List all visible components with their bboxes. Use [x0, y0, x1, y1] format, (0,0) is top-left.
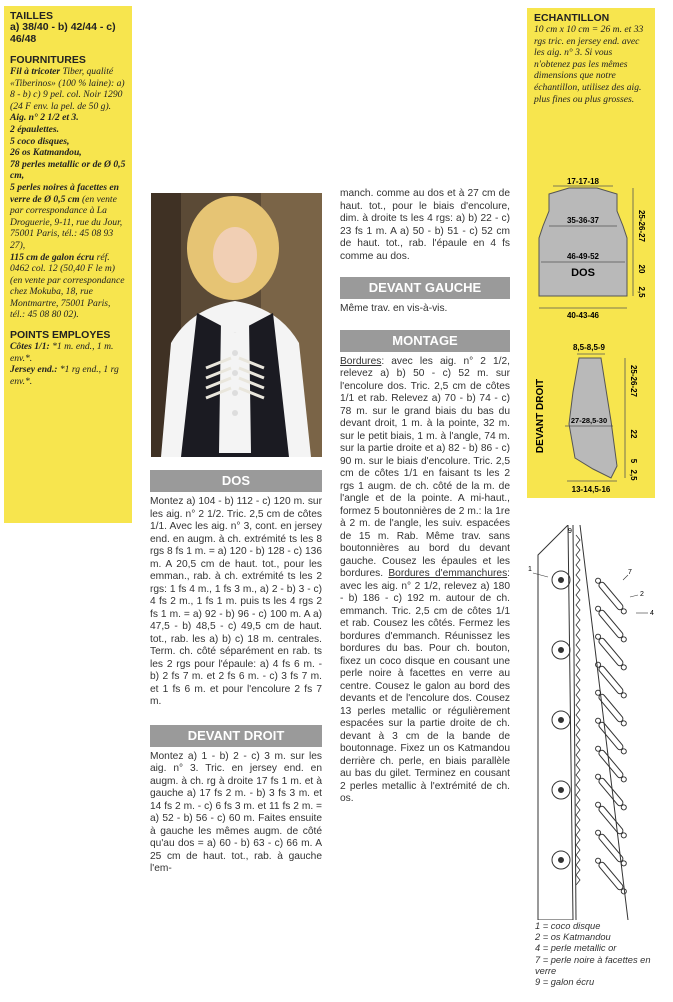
detail-num-9: 9 — [568, 528, 572, 535]
ribbing-text: *1 m. end., 1 m. env.*. — [10, 341, 114, 364]
back-low-label: 46-49-52 — [566, 252, 600, 261]
supplies-shoulderpads: 2 épaulettes. — [10, 123, 60, 135]
front-right4-label: 2,5 — [629, 469, 638, 481]
supplies-panel — [4, 6, 132, 523]
supplies-os: 26 os Katmandou, — [10, 147, 82, 159]
back-right3-label: 2,5 — [637, 286, 646, 298]
legend-item-4: 4 = perle metallic or — [535, 943, 617, 954]
supplies-needles: Aig. n° 2 1/2 et 3. — [10, 112, 79, 124]
black-beads-label: 5 perles noires à facettes en verre de Ø 0,5 cm — [10, 181, 119, 205]
legend-item-1: 1 = coco disque — [535, 921, 601, 931]
back-mid-label: 35-36-37 — [566, 216, 600, 225]
stitch-ribbing — [10, 341, 126, 364]
front-schematic — [535, 343, 638, 494]
back-heading: DOS — [150, 470, 322, 492]
assembly-instructions — [340, 356, 510, 806]
gauge-text: 10 cm x 10 cm = 26 m. et 33 rgs tric. en jersey end. avec les aig. n° 3. Si vous n'obtenez pas les mêmes dimensions que notre échantillon, utilisez des aig. plus fines ou plus grosses. — [534, 24, 644, 105]
back-bottom-label: 40-43-46 — [566, 311, 600, 320]
right-front-heading: DEVANT DROIT — [150, 725, 322, 747]
back-right2-label: 20 — [637, 264, 646, 274]
column-left-text — [150, 470, 322, 876]
legend-item-9: 9 = galon écru — [535, 977, 595, 988]
right-front-instructions: Montez a) 1 - b) 2 - c) 3 m. sur les aig. n° 3. Tric. en jersey end. en augm. à ch. rg à droite 17 fs 1 m. et à gauche a) 17 fs 2 m. - b) 3 fs 3 m. et 14 fs 2 m. - c) 6 fs 3 m. et 11 fs 2 m. = a) 52 - b) 56 - c) 60 m. Faites ensuite à gauche les mêmes augm. de côté qu'au dos = a) 60 - b) 63 - c) 66 m. A 25 cm de haut. tot., rab. à gauche l'em- — [150, 750, 322, 874]
left-front-instructions: Même trav. en vis-à-vis. — [340, 303, 448, 314]
sizes-title: TAILLES — [10, 10, 53, 22]
stitch-jersey — [10, 364, 126, 387]
galon-text: réf. 0462 col. 12 (50,40 F le m) (en vente par correspondance chez Mokuba, 18, rue Montmartre, 75001 Paris, tél.: 45 08 80 02). — [10, 251, 125, 321]
yarn-text: Tiber, qualité «Tiberinos» (100 % laine): a) 8 - b) c) 9 pel. col. Noir 1290 (24 F env. la pel. de 50 g). — [10, 66, 125, 112]
back-name: DOS — [571, 267, 595, 279]
schema-panel — [527, 166, 655, 498]
front-right2-label: 22 — [629, 429, 638, 439]
right-front-continued: manch. comme au dos et à 27 cm de haut. tot., pour le biais d'encolure, dim. à droite ts les 4 rgs: a) b) 22 - c) 23 fs 1 m. A a) 50 - b) 51 - c) 52 cm de haut. tot., rab. l'épaule en 4 fs comme au dos. — [340, 188, 510, 262]
ribbing-label: Côtes 1/1: — [10, 341, 50, 353]
stitches-title: POINTS EMPLOYES — [10, 329, 111, 342]
yarn-label: Fil à tricoter — [10, 66, 61, 77]
galon-label: 115 cm de galon écru — [10, 251, 95, 263]
supplies-coco: 5 coco disques, — [10, 135, 70, 147]
back-top-label: 17-17-18 — [566, 177, 600, 186]
assembly-heading: MONTAGE — [340, 330, 510, 352]
front-bottom-label: 13-14,5-16 — [571, 485, 611, 494]
back-schematic — [539, 177, 646, 320]
front-right3-label: 5 — [629, 458, 638, 464]
left-front-heading: DEVANT GAUCHE — [340, 277, 510, 299]
detail-num-2: 2 — [640, 591, 644, 598]
front-right1-label: 25-26-27 — [629, 364, 638, 398]
schematics — [527, 166, 655, 498]
front-name: DEVANT DROIT — [535, 378, 546, 454]
supplies-galon — [10, 252, 126, 322]
supplies-yarn — [10, 66, 126, 112]
sizes-text: a) 38/40 - b) 42/44 - c) 46/48 — [10, 21, 116, 45]
detail-num-4: 4 — [650, 610, 654, 617]
jersey-label: Jersey end.: — [10, 364, 58, 376]
front-mid-label: 27-28,5-30 — [570, 416, 608, 425]
supplies-black-beads — [10, 182, 126, 252]
gauge-title: ECHANTILLON — [534, 12, 610, 24]
black-beads-text: (en vente par correspondance à La Droguerie, 9-11, rue du Jour, 75001 Paris, tél.: 45 08 93 27), — [10, 193, 123, 251]
model-illustration — [151, 193, 322, 457]
supplies-title: FOURNITURES — [10, 54, 86, 66]
front-top-label: 8,5-8,5-9 — [572, 343, 606, 352]
detail-num-1: 1 — [528, 566, 532, 573]
supplies-beads: 78 perles metallic or de Ø 0,5 cm, — [10, 158, 126, 182]
gauge-panel — [527, 8, 655, 166]
jersey-text: *1 rg end., 1 rg env.*. — [10, 364, 119, 387]
detail-legend — [535, 921, 665, 988]
detail-num-7: 7 — [628, 569, 632, 576]
model-photo — [151, 193, 322, 457]
legend-item-7: 7 = perle noire à facettes en verre — [535, 954, 651, 976]
borders-text: : avec les aig. n° 2 1/2, relevez a) b) 50 - c) 52 m. sur l'encolure dos. Tric. 2,5 cm de côtes 1/1 et rab. Relevez a) 70 - b) 74 - c) 78 m. sur le grand biais du bas du devant droit, 1 m. à la pointe, 32 m. sur le petit biais, 1 m. à l'angle, 74 m. sur la partie droite et a) 82 - b) 86 - c) 90 m. sur le biais d'encolure. Tric. 2,5 cm de côtes 1/1 en faisant ts les 2 rgs 1 augm. de ch. côté de la m. de l'angle et de la pointe. A mi-haut., formez 5 boutonnières de 2 m.: la 1re à 2 m. de l'angle, les suiv. espacées de 15 m. Rab. Même trav. sans boutonnières au bord du devant gauche. Cousez les épaules et les bordures. — [340, 355, 510, 579]
armhole-text: : avec les aig. n° 2 1/2, relevez a) 180 - b) 186 - c) 192 m. autour de ch. emmanch. Tric. 2,5 cm de côtes 1/1 et rab. Cousez les côtés. Fermez les bordures d'emmanch. Réunissez les bordures du bas. Pour ch. bouton, fixez un coco disque en cousant une perle noire à facettes en verre au centre. Cousez le galon au bord des devants et de l'encolure dos. Cousez 13 perles metallic or régulièrement espacées sur la partie droite de ch. devant à 3 cm de la bande de boutonnage. Fixez un os Katmandou derrière ch. perle, en biais parallèle au bas du gilet. Terminez en cousant 2 perles metallic à l'extrémité de ch. os. — [340, 568, 511, 804]
back-instructions: Montez a) 104 - b) 112 - c) 120 m. sur les aig. n° 2 1/2. Tric. 2,5 cm de côtes 1/1. Avec les aig. n° 3, cont. en jersey end. en augm. à ch. extrémité ts les 8 rgs 8 fs 1 m. = a) 120 - b) 128 - c) 136 m. A 20,5 cm de haut. tot., pour les emman., rab. à ch. extrémité ts les 2 rgs: 1 fs 4 m., 1 fs 3 m., a) 2 - b) 3 - c) 4 fs 2 m., 1 fs 1 m. puis ts les 4 rgs 2 fs 1 m. = a) 92 - b) 96 - c) 100 m. A a) 47,5 - b) 48,5 - c) 49,5 cm de haut. tot., rab. les a) b) c) 18 m. centrales. Term. ch. côté séparément en rab. ts les 2 rgs pour l'épaule: a) 4 fs 6 m. - b) 2 fs 7 m. et 2 fs 6 m. - c) 3 fs 7 m. et 1 fs 6 m. et pour l'encolure 2 fs 7 m. — [150, 496, 322, 707]
legend-item-2: 2 = os Katmandou — [535, 932, 611, 943]
borders-label: Bordures — [340, 355, 382, 367]
armhole-label: Bordures d'emmanchures — [388, 568, 508, 579]
back-right1-label: 25-26-27 — [637, 209, 646, 243]
column-right-text — [340, 188, 510, 806]
detail-drawing — [528, 525, 668, 920]
